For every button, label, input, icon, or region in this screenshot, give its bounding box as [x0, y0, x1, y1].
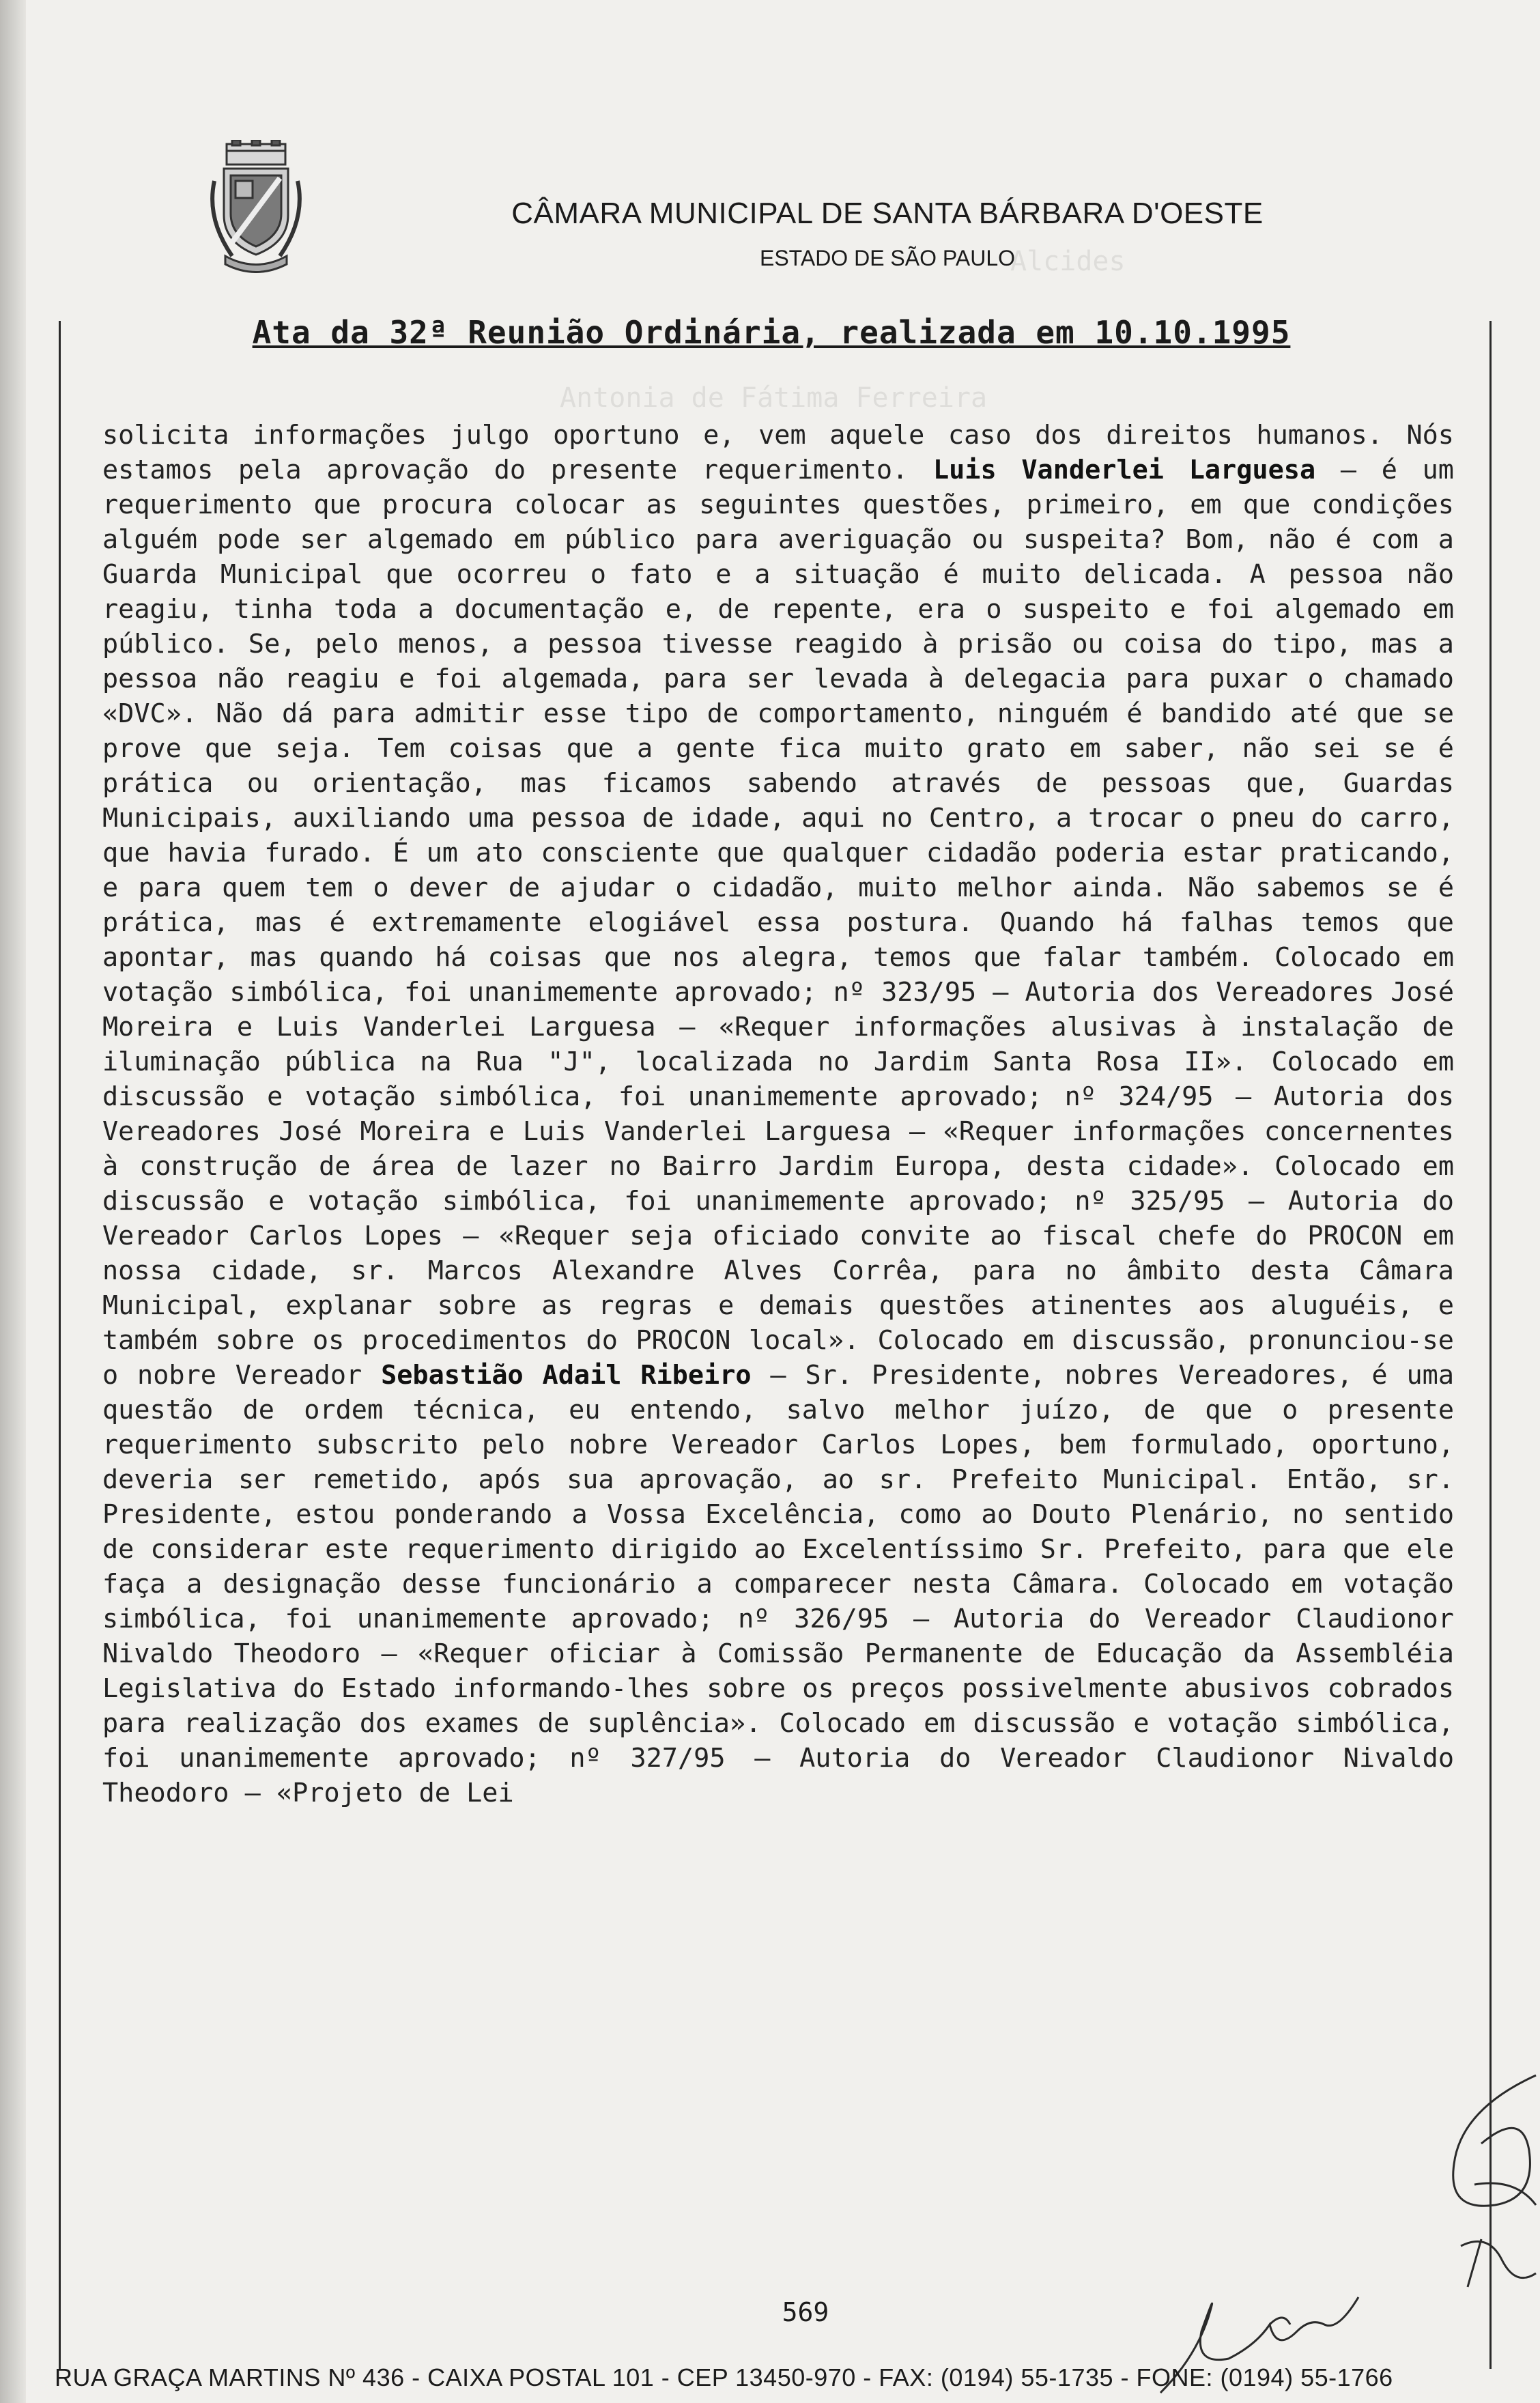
minutes-body — [102, 418, 1454, 1810]
page-left-shadow — [0, 0, 26, 2403]
institution-state: ESTADO DE SÃO PAULO — [759, 246, 1015, 270]
footer-address: RUA GRAÇA MARTINS Nº 436 - CAIXA POSTAL 101 - CEP 13450-970 - FAX: (0194) 55-1735 - FONE: (0194) 55-1766 — [55, 2363, 1393, 2391]
page-number: 569 — [782, 2297, 829, 2327]
speaker-name: Sebastião Adail Ribeiro — [381, 1360, 752, 1391]
left-margin-rule — [59, 321, 61, 2369]
show-through-text: Antonia de Fátima Ferreira — [560, 382, 988, 414]
paragraph-text: – é um requerimento que procura colocar as seguintes questões, primeiro, em que condições alguém pode ser algemado em público para averiguação ou suspeita? Bom, não é com a Guarda Municipal que ocorreu o fato e a situação é muito delicada. A pessoa não reagiu, tinha toda a documentação e, de repente, era o suspeito e foi algemado em público. Se, pelo menos, a pessoa tivesse reagido à prisão ou coisa do tipo, mas a pessoa não reagiu e foi algemada, para ser levada à delegacia para puxar o chamado «DVC». Não dá para admitir esse tipo de comportamento, ninguém é bandido até que se prove que seja. Tem coisas que a gente fica muito grato em saber, não sei se é prática ou orientação, mas ficamos sabendo através de pessoas que, Guardas Municipais, auxiliando uma pessoa de idade, aqui no Centro, a trocar o pneu do carro, que havia furado. É um ato consciente que qualquer cidadão poderia estar praticando, e para quem tem o dever de ajudar o cidadão, muito melhor ainda. Não sabemos se é prática, mas é extremamente elogiável essa postura. Quando há falhas temos que apontar, mas quando há coisas que nos alegra, temos que falar também. Colocado em votação simbólica, foi unanimemente aprovado; nº 323/95 – Autoria dos Vereadores José Moreira e Luis Vanderlei Larguesa – «Requer informações alusivas à instalação de iluminação pública na Rua "J", localizada no Jardim Santa Rosa II». Colocado em discussão e votação simbólica, foi unanimemente aprovado; nº 324/95 – Autoria dos Vereadores José Moreira e Luis Vanderlei Larguesa – «Requer informações concernentes à construção de área de lazer no Bairro Jardim Europa, desta cidade». Colocado em discussão e votação simbólica, foi unanimemente aprovado; nº 325/95 – Autoria do Vereador Carlos Lopes – «Requer seja oficiado convite ao fiscal chefe do PROCON em nossa cidade, sr. Marcos Alexandre Alves Corrêa, para no âmbito desta Câmara Municipal, explanar sobre as regras e demais questões atinentes aos aluguéis, e também sobre os procedimentos do PROCON local». Colocado em discussão, pronunciou-se o nobre Vereador — [102, 455, 1454, 1391]
municipal-crest-icon — [205, 140, 307, 273]
right-margin-rule — [1489, 321, 1492, 2369]
margin-signature-icon — [1434, 2068, 1540, 2294]
speaker-name: Luis Vanderlei Larguesa — [932, 455, 1316, 485]
paragraph-text: solicita informações julgo oportuno e, vem aquele caso dos direitos humanos. Nós estamos pela aprovação do presente requerimento. — [102, 420, 1454, 485]
session-title: Ata da 32ª Reunião Ordinária, realizada em 10.10.1995 — [252, 314, 1291, 351]
show-through-text: Alcides — [1010, 246, 1126, 277]
paragraph-text: – Sr. Presidente, nobres Vereadores, é uma questão de ordem técnica, eu entendo, salvo melhor juízo, de que o presente requerimento subscrito pelo nobre Vereador Carlos Lopes, bem formulado, oportuno, deveria ser remetido, após sua aprovação, ao sr. Prefeito Municipal. Então, sr. Presidente, estou ponderando a Vossa Excelência, como ao Douto Plenário, no sentido de considerar este requerimento dirigido ao Excelentíssimo Sr. Prefeito, para que ele faça a designação desse funcionário a comparecer nesta Câmara. Colocado em votação simbólica, foi unanimemente aprovado; nº 326/95 – Autoria do Vereador Claudionor Nivaldo Theodoro – «Requer oficiar à Comissão Permanente de Educação da Assembléia Legislativa do Estado informando-lhes sobre os preços possivelmente abusivos cobrados para realização dos exames de suplência». Colocado em discussão e votação simbólica, foi unanimemente aprovado; nº 327/95 – Autoria do Vereador Claudionor Nivaldo Theodoro – «Projeto de Lei — [102, 1360, 1454, 1808]
institution-name: CÂMARA MUNICIPAL DE SANTA BÁRBARA D'OESTE — [511, 197, 1264, 230]
